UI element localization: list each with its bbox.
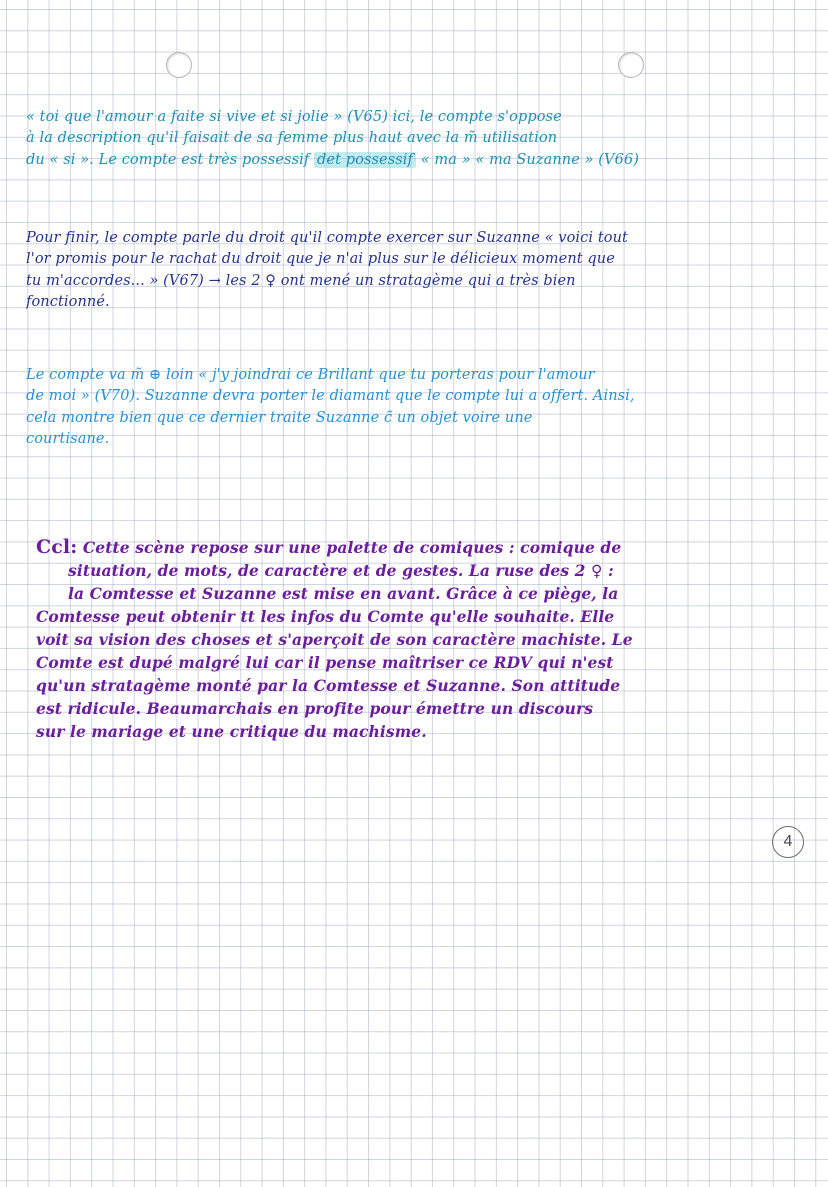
highlighted-note: det possessif [314,152,416,168]
text-line: Comte est dupé malgré lui car il pense maîtriser ce RDV qui n'est [36,653,614,672]
text-line: qu'un stratagème monté par la Comtesse et Suzanne. Son attitude [36,676,621,695]
text-line [26,150,810,171]
text-segment: « ma » « ma Suzanne » (V66) [420,151,640,168]
text-line: cela montre bien que ce dernier traite Suzanne c̃ un objet voire une [26,409,533,426]
conclusion-label: Ccl: [36,536,78,558]
paragraph-2 [26,228,810,313]
conclusion [36,536,810,743]
text-segment: Cette scène repose sur une palette de comiques : comique de [82,538,622,557]
punch-hole-left [166,52,192,78]
text-line [36,536,810,559]
text-line: Comtesse peut obtenir tt les infos du Comte qu'elle souhaite. Elle [36,607,615,626]
text-line: Pour finir, le compte parle du droit qu'il compte exercer sur Suzanne « voici tout [26,230,628,246]
text-line: courtisane. [26,430,110,447]
text-line: de moi » (V70). Suzanne devra porter le diamant que le compte lui a offert. Ainsi, [26,388,635,405]
text-line: l'or promis pour le rachat du droit que je n'ai plus sur le délicieux moment que [26,251,615,268]
text-line: voit sa vision des choses et s'aperçoit de son caractère machiste. Le [36,630,633,649]
paragraph-1 [26,107,810,171]
text-line: à la description qu'il faisait de sa femme plus haut avec la m̃ utilisation [26,130,558,147]
page-number: 4 [772,826,804,858]
punch-hole-right [618,52,644,78]
text-line: Le compte va m̃ ⊕ loin « j'y joindrai ce Brillant que tu porteras pour l'amour [26,367,595,383]
text-line: « toi que l'amour a faite si vive et si jolie » (V65) ici, le compte s'oppose [26,109,562,125]
text-line: sur le mariage et une critique du machisme. [36,722,427,741]
text-line: situation, de mots, de caractère et de gestes. La ruse des 2 ♀ : [68,561,614,580]
text-line: est ridicule. Beaumarchais en profite pour émettre un discours [36,699,594,718]
text-line: la Comtesse et Suzanne est mise en avant. Grâce à ce piège, la [68,584,619,603]
text-line: tu m'accordes... » (V67) → les 2 ♀ ont mené un stratagème qui a très bien [26,272,576,289]
text-segment: du « si ». Le compte est très possessif [26,151,310,168]
text-line: fonctionné. [26,293,110,310]
paragraph-3 [26,365,810,450]
